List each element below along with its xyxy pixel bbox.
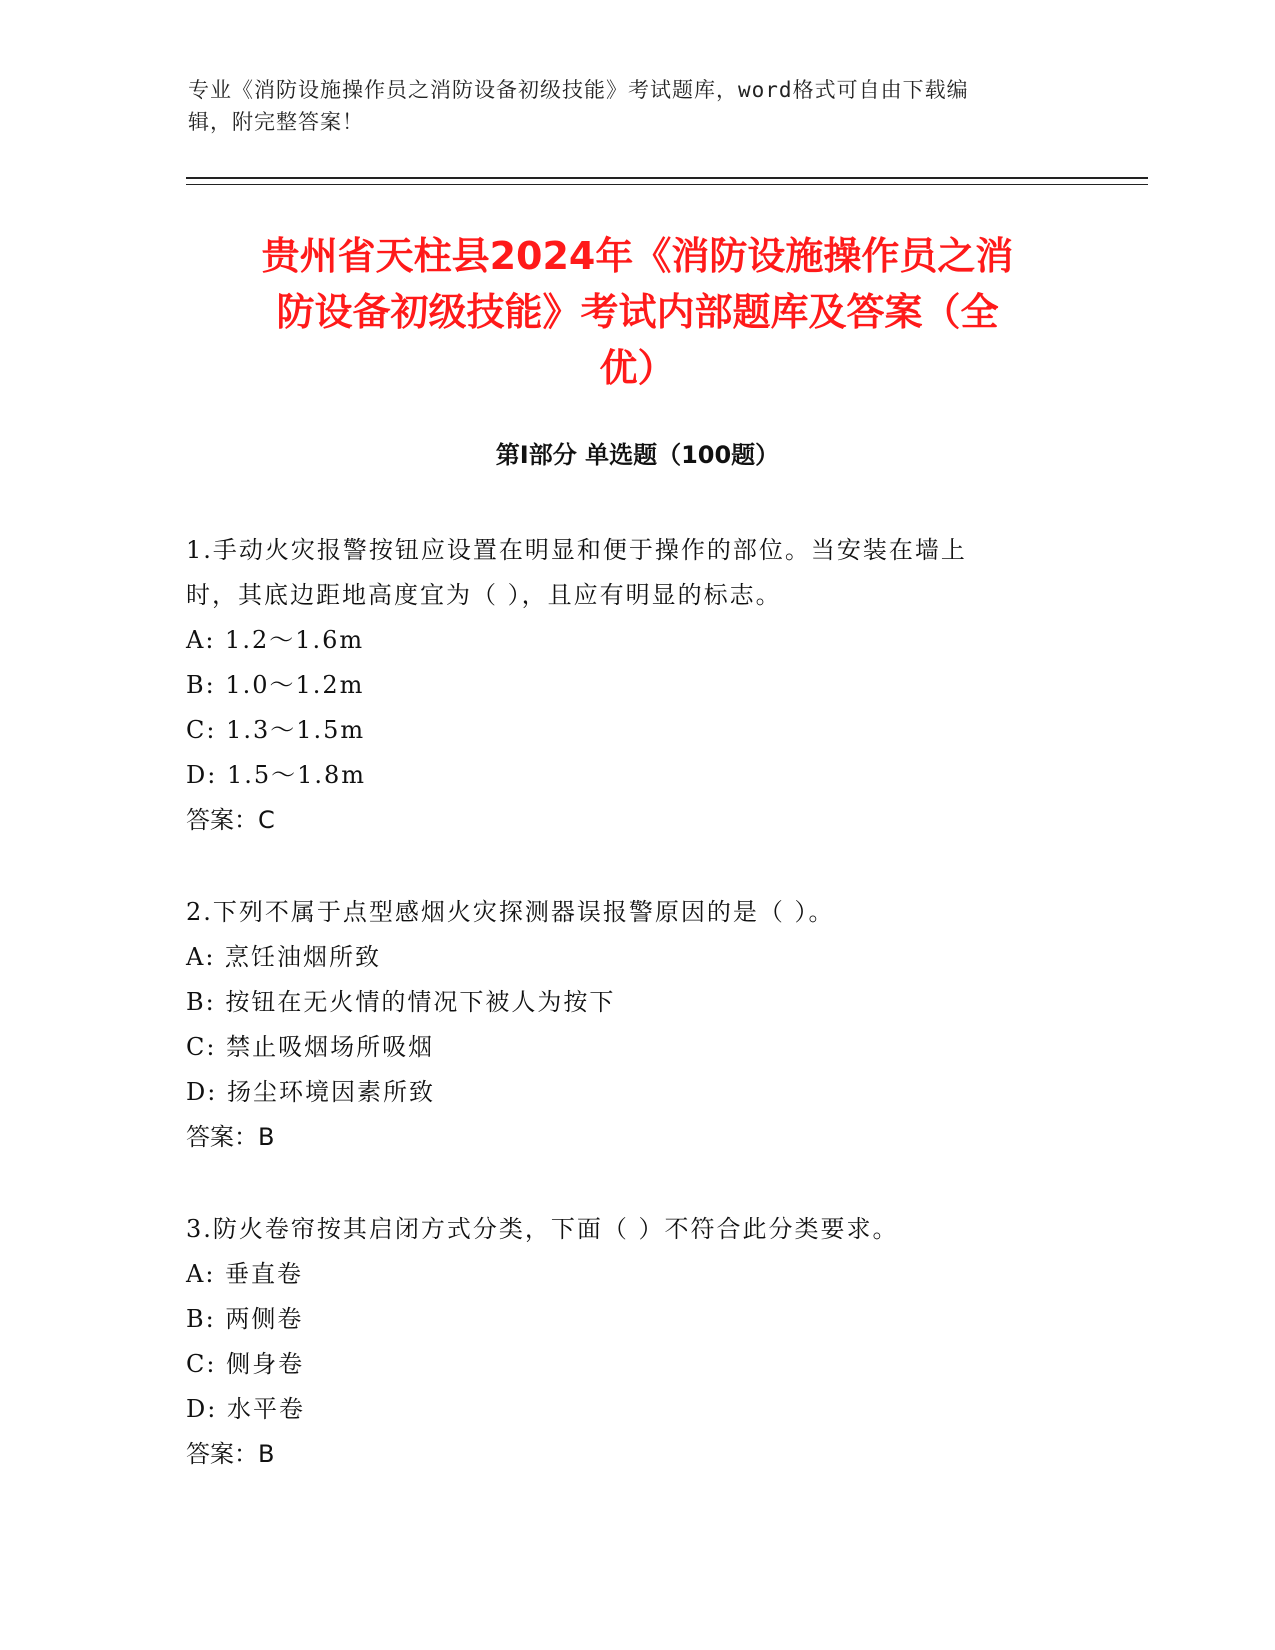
- option-d: D: 扬尘环境因素所致: [186, 1078, 435, 1106]
- question-stem: [186, 1207, 1086, 1252]
- option-a: A: 垂直卷: [186, 1260, 304, 1288]
- header-divider-thick: [186, 177, 1148, 179]
- header-note-line-1: 专业《消防设施操作员之消防设备初级技能》考试题库，word格式可自由下载编: [188, 78, 969, 102]
- header-divider-thin: [186, 184, 1148, 185]
- header-note-line-2: 辑，附完整答案！: [188, 110, 364, 134]
- question-stem-line-2: 时，其底边距地高度宜为（ ），且应有明显的标志。: [186, 581, 782, 609]
- option-a: A: 1.2～1.6m: [186, 626, 365, 654]
- question-stem-line-1: 3.防火卷帘按其启闭方式分类，下面（ ）不符合此分类要求。: [186, 1215, 899, 1243]
- question-1: [186, 528, 1086, 843]
- document-title-line-2: 防设备初级技能》考试内部题库及答案（全: [276, 290, 999, 334]
- section-heading: 第Ⅰ部分 单选题（100题）: [495, 441, 780, 469]
- question-3: [186, 1207, 1086, 1477]
- option-c: C: 1.3～1.5m: [186, 716, 366, 744]
- answer: 答案：C: [186, 806, 275, 834]
- option-b: B: 1.0～1.2m: [186, 671, 365, 699]
- question-2: [186, 890, 1086, 1160]
- document-title-line-1: 贵州省天柱县2024年《消防设施操作员之消: [261, 234, 1014, 278]
- option-a: A: 烹饪油烟所致: [186, 943, 382, 971]
- option-c: C: 侧身卷: [186, 1350, 305, 1378]
- option-d: D: 水平卷: [186, 1395, 305, 1423]
- question-spacer: [186, 843, 1086, 890]
- header-note: [188, 74, 1088, 138]
- question-list: [186, 528, 1086, 1477]
- answer: 答案：B: [186, 1440, 275, 1468]
- option-c: C: 禁止吸烟场所吸烟: [186, 1033, 435, 1061]
- question-stem-line-1: 1.手动火灾报警按钮应设置在明显和便于操作的部位。当安装在墙上: [186, 536, 967, 564]
- option-d: D: 1.5～1.8m: [186, 761, 367, 789]
- option-b: B: 按钮在无火情的情况下被人为按下: [186, 988, 616, 1016]
- option-b: B: 两侧卷: [186, 1305, 304, 1333]
- question-stem: [186, 528, 1086, 618]
- question-stem-line-1: 2.下列不属于点型感烟火灾探测器误报警原因的是（ ）。: [186, 898, 835, 926]
- answer: 答案：B: [186, 1123, 275, 1151]
- question-spacer: [186, 1160, 1086, 1207]
- document-title-line-3: 优）: [599, 346, 676, 390]
- document-title: [150, 228, 1125, 396]
- question-stem: [186, 890, 1086, 935]
